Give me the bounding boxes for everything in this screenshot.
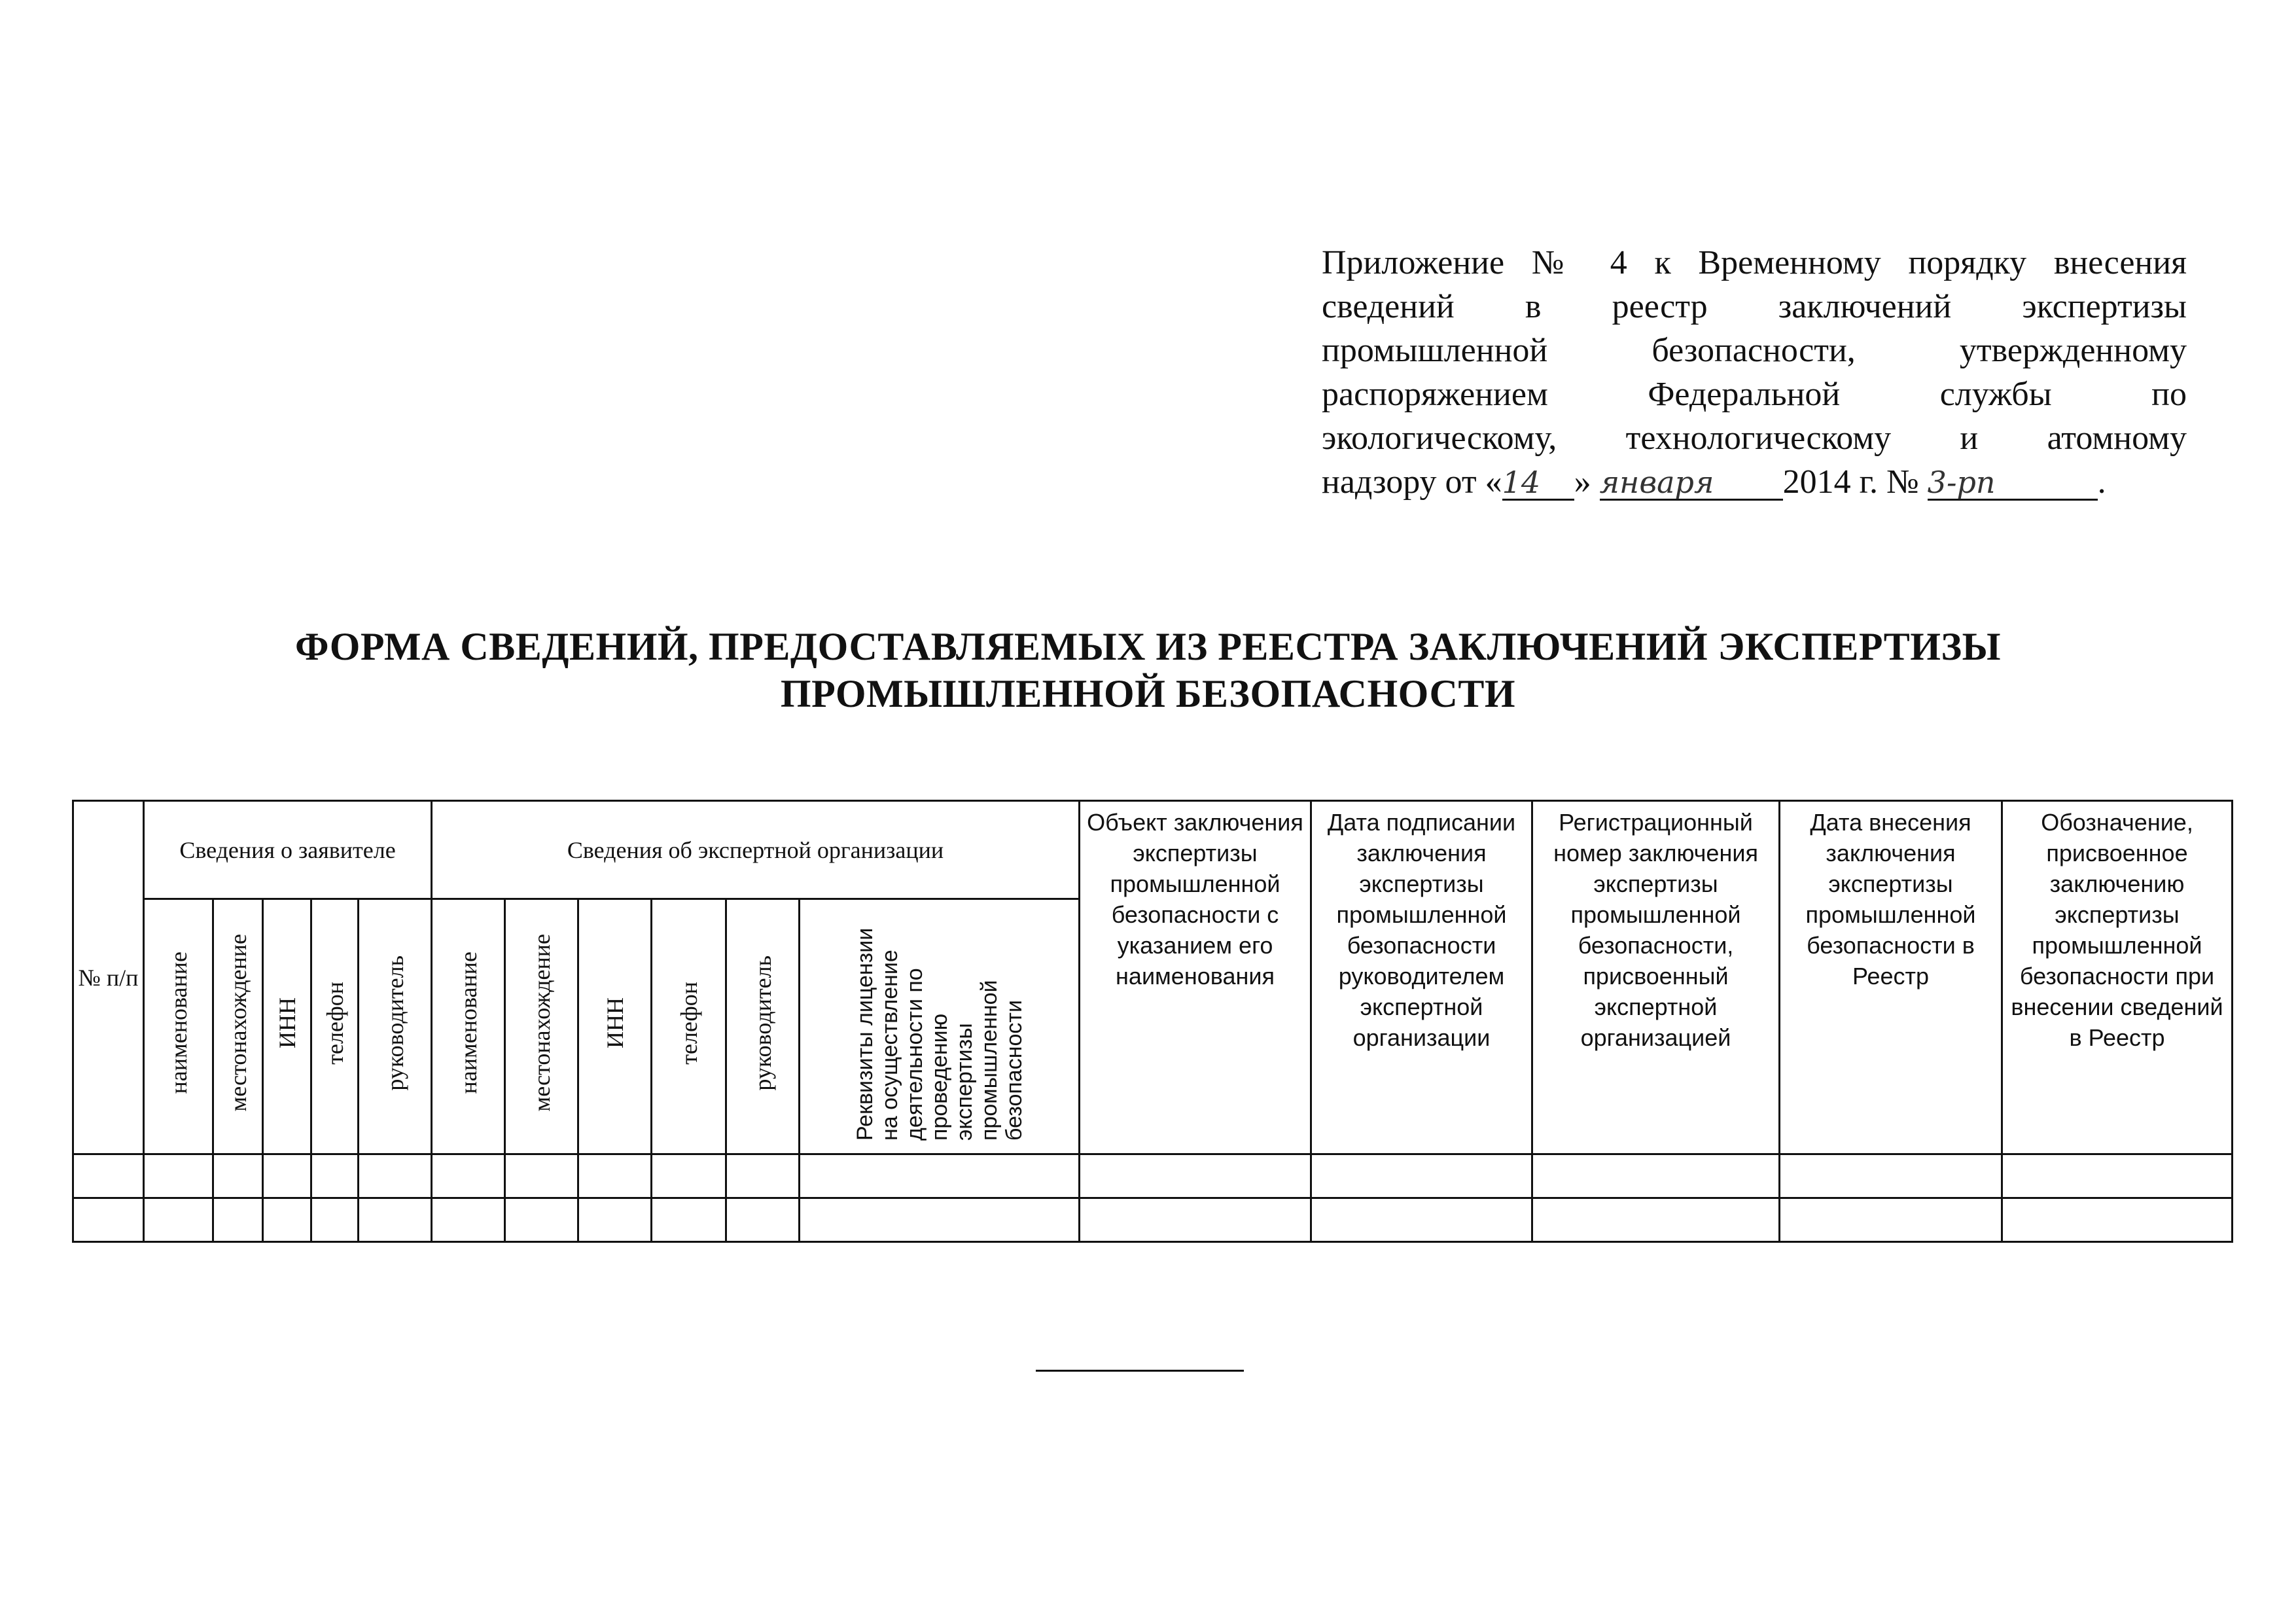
table-cell[interactable] (359, 1198, 432, 1242)
table-cell[interactable] (505, 1154, 578, 1198)
table-cell[interactable] (432, 1198, 505, 1242)
applicant-col-name (144, 899, 213, 1154)
table-cell[interactable] (652, 1198, 726, 1242)
table-cell[interactable] (144, 1198, 213, 1242)
table-cell[interactable] (505, 1198, 578, 1242)
table-cell[interactable] (311, 1154, 359, 1198)
table-cell[interactable] (1532, 1198, 1780, 1242)
handwritten-day: 14 (1502, 466, 1574, 501)
expert-col-inn-label: ИНН (601, 997, 628, 1048)
reg-number-header: Регистрационный номер заключения экспертизы промышленной безопасности, присвоенный экспертной организацией (1532, 801, 1780, 1154)
table-cell[interactable] (726, 1154, 800, 1198)
annex-year: 2014 г. № (1782, 463, 1919, 501)
table-cell[interactable] (213, 1198, 263, 1242)
num-header: № п/п (73, 801, 144, 1154)
table-cell[interactable] (578, 1154, 652, 1198)
expert-col-head-label: руководитель (749, 955, 776, 1091)
table-cell[interactable] (144, 1154, 213, 1198)
applicant-col-location-label: местонахождение (224, 934, 251, 1112)
table-cell[interactable] (1780, 1198, 2002, 1242)
table-cell[interactable] (359, 1154, 432, 1198)
applicant-col-name-label: наименование (165, 952, 192, 1094)
entry-date-header: Дата внесения заключения экспертизы промышленной безопасности в Реестр (1780, 801, 2002, 1154)
annex-line-2: сведений в реестр заключений экспертизы (1322, 288, 2187, 325)
separator-line (1036, 1370, 1244, 1372)
annex-line-6 (1322, 463, 2106, 501)
table-cell[interactable] (2002, 1198, 2233, 1242)
table-cell[interactable] (311, 1198, 359, 1242)
annex-line-4: распоряжением Федеральной службы по (1322, 376, 2187, 413)
expert-col-location (505, 899, 578, 1154)
table-cell[interactable] (1311, 1154, 1532, 1198)
annex-line-1: Приложение № 4 к Временному порядку внесения (1322, 244, 2187, 281)
annex-header (1322, 241, 2187, 504)
annex-line-5: экологическому, технологическому и атомному (1322, 419, 2187, 457)
table-cell[interactable] (800, 1154, 1080, 1198)
expert-group-header: Сведения об экспертной организации (432, 801, 1080, 899)
applicant-col-phone (311, 899, 359, 1154)
table-row (73, 1198, 2233, 1242)
form-title-line-1: ФОРМА СВЕДЕНИЙ, ПРЕДОСТАВЛЯЕМЫХ ИЗ РЕЕСТРА ЗАКЛЮЧЕНИЙ ЭКСПЕРТИЗЫ (294, 625, 2002, 668)
applicant-col-phone-label: телефон (321, 981, 348, 1065)
applicant-col-location (213, 899, 263, 1154)
object-header: Объект заключения экспертизы промышленной безопасности с указанием его наименования (1080, 801, 1311, 1154)
table-row (73, 1154, 2233, 1198)
registry-form-table (72, 800, 2233, 1243)
annex-prefix: надзору от « (1322, 463, 1502, 501)
table-cell[interactable] (263, 1154, 311, 1198)
expert-col-phone-label: телефон (675, 981, 702, 1065)
applicant-group-header: Сведения о заявителе (144, 801, 432, 899)
applicant-col-inn-label: ИНН (274, 997, 300, 1048)
expert-col-name-label: наименование (455, 952, 482, 1094)
table-cell[interactable] (800, 1198, 1080, 1242)
table-cell[interactable] (1080, 1198, 1311, 1242)
expert-col-license (800, 899, 1080, 1154)
table-cell[interactable] (1311, 1198, 1532, 1242)
table-cell[interactable] (2002, 1154, 2233, 1198)
applicant-col-head-label: руководитель (381, 955, 408, 1091)
applicant-col-inn (263, 899, 311, 1154)
designation-header: Обозначение, присвоенное заключению экспертизы промышленной безопасности при внесении сведений в Реестр (2002, 801, 2233, 1154)
annex-mid: » (1574, 463, 1600, 501)
handwritten-month: января (1600, 466, 1783, 501)
annex-suffix: . (2097, 463, 2106, 501)
table-cell[interactable] (73, 1154, 144, 1198)
expert-col-inn (578, 899, 652, 1154)
expert-col-phone (652, 899, 726, 1154)
table-cell[interactable] (263, 1198, 311, 1242)
signing-date-header: Дата подписании заключения экспертизы промышленной безопасности руководителем экспертной организации (1311, 801, 1532, 1154)
table-cell[interactable] (213, 1154, 263, 1198)
table-cell[interactable] (652, 1154, 726, 1198)
table-cell[interactable] (578, 1198, 652, 1242)
expert-col-license-label: Реквизиты лицензии на осуществление деятельности по проведению экспертизы промышленной безопасности (852, 927, 1027, 1141)
table-cell[interactable] (1532, 1154, 1780, 1198)
table-cell[interactable] (432, 1154, 505, 1198)
annex-line-3: промышленной безопасности, утвержденному (1322, 332, 2187, 369)
table-cell[interactable] (73, 1198, 144, 1242)
form-title (0, 623, 2296, 717)
expert-col-head (726, 899, 800, 1154)
handwritten-number: 3-рп (1928, 466, 2098, 501)
expert-col-name (432, 899, 505, 1154)
applicant-col-head (359, 899, 432, 1154)
table-cell[interactable] (726, 1198, 800, 1242)
form-title-line-2: ПРОМЫШЛЕННОЙ БЕЗОПАСНОСТИ (780, 672, 1516, 715)
expert-col-location-label: местонахождение (528, 934, 555, 1112)
table-cell[interactable] (1080, 1154, 1311, 1198)
table-cell[interactable] (1780, 1154, 2002, 1198)
